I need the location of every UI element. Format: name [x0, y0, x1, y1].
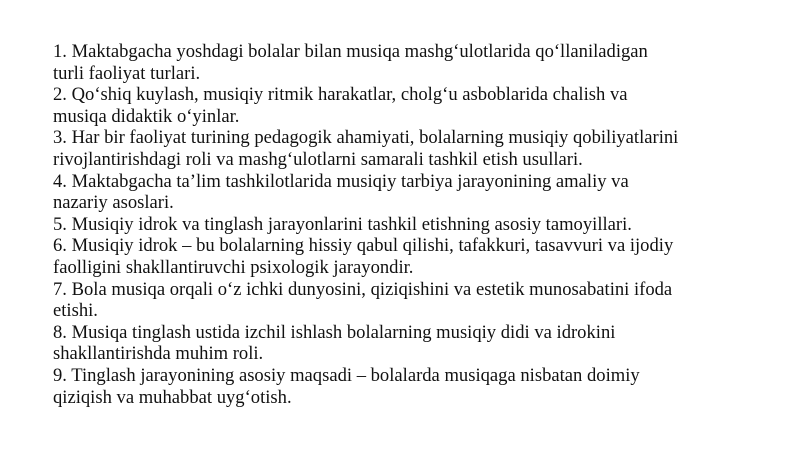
list-item-4: 4. Maktabgacha ta’lim tashkilotlarida musiqiy tarbiya jarayonining amaliy va nazariy asoslari.: [53, 170, 629, 214]
list-item-9: 9. Tinglash jarayonining asosiy maqsadi – bolalarda musiqaga nisbatan doimiy qiziqish va muhabbat uyg‘otish.: [53, 364, 640, 408]
list-item-6: 6. Musiqiy idrok – bu bolalarning hissiy qabul qilishi, tafakkuri, tasavvuri va ijodiy faolligini shakllantiruvchi psixologik jarayondir.: [53, 235, 674, 278]
list-item-7: 7. Bola musiqa orqali o‘z ichki dunyosini, qiziqishini va estetik munosabatini ifoda etishi.: [53, 278, 673, 322]
list-item-8: 8. Musiqa tinglash ustida izchil ishlash bolalarning musiqiy didi va idrokini shakllantirishda muhim roli.: [53, 321, 616, 365]
list-item-2: 2. Qo‘shiq kuylash, musiqiy ritmik harakatlar, cholg‘u asboblarida chalish va musiqa didaktik o‘yinlar.: [53, 84, 628, 127]
list-item-5: 5. Musiqiy idrok va tinglash jarayonlarini tashkil etishning asosiy tamoyillari.: [53, 213, 632, 235]
document-body: [53, 41, 753, 408]
list-item-3: 3. Har bir faoliyat turining pedagogik ahamiyati, bolalarning musiqiy qobiliyatlarini rivojlantirishdagi roli va mashg‘ulotlarni samarali tashkil etish usullari.: [53, 127, 679, 170]
list-item-1: 1. Maktabgacha yoshdagi bolalar bilan musiqa mashg‘ulotlarida qo‘llaniladigan turli faoliyat turlari.: [53, 41, 648, 84]
